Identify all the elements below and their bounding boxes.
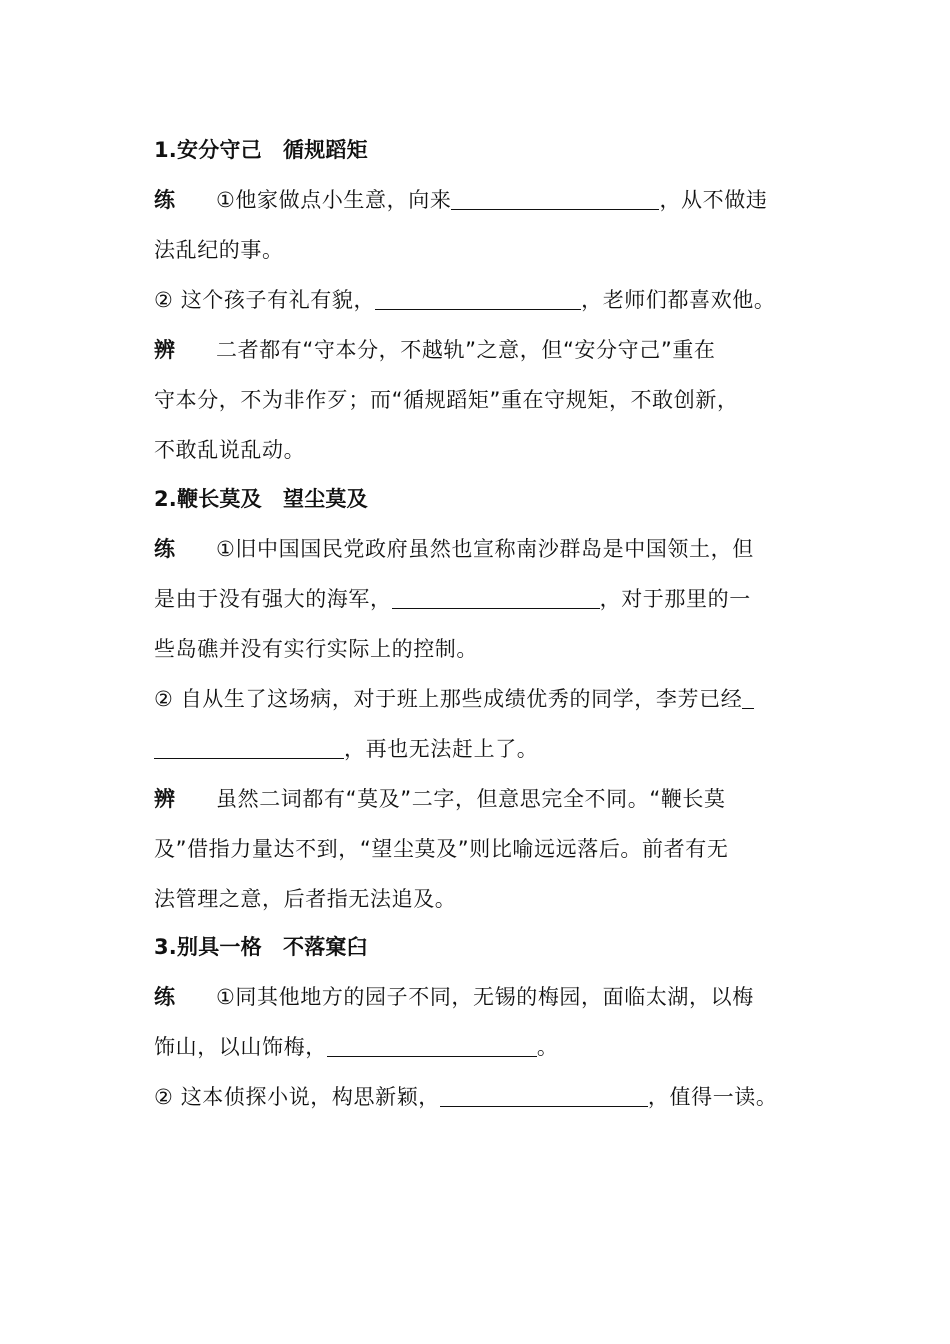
answer-blank[interactable] <box>392 586 600 609</box>
answer-blank[interactable] <box>154 736 344 759</box>
answer-blank[interactable] <box>440 1084 648 1107</box>
section-1-practice-1-cont: 法乱纪的事。 <box>154 238 284 262</box>
section-3-practice-1-cont: 饰山，以山饰梅， 。 <box>154 1035 559 1059</box>
section-2-practice-1-cont: 是由于没有强大的海军， ，对于那里的一 <box>154 587 751 611</box>
section-1-practice-2: ② 这个孩子有礼有貌， ，老师们都喜欢他。 <box>154 288 776 312</box>
section-1-analysis-1: 辨 二者都有“守本分，不越轨”之意，但“安分守己”重在 <box>154 335 804 365</box>
section-3-practice-2: ② 这本侦探小说，构思新颖， ，值得一读。 <box>154 1085 778 1109</box>
answer-blank[interactable] <box>327 1034 537 1057</box>
section-1-analysis-3: 不敢乱说乱动。 <box>154 438 306 462</box>
section-2-analysis-1: 辨 虽然二词都有“莫及”二字，但意思完全不同。“鞭长莫 <box>154 784 804 814</box>
analysis-label: 辨 <box>154 338 176 362</box>
section-3-practice-1: 练 ①同其他地方的园子不同，无锡的梅园，面临太湖，以梅 <box>154 982 804 1012</box>
section-2-practice-1-end: 些岛礁并没有实行实际上的控制。 <box>154 637 478 661</box>
section-2-practice-2-cont: ，再也无法赶上了。 <box>154 734 804 764</box>
section-2-heading: 2.鞭长莫及 望尘莫及 <box>154 487 368 511</box>
section-2-practice-2: ② 自从生了这场病，对于班上那些成绩优秀的同学，李芳已经 <box>154 684 804 714</box>
section-1-heading: 1.安分守己 循规蹈矩 <box>154 138 368 162</box>
answer-blank[interactable] <box>375 287 581 310</box>
practice-label: 练 <box>154 985 176 1009</box>
section-3-heading: 3.别具一格 不落窠臼 <box>154 935 368 959</box>
practice-label: 练 <box>154 537 176 561</box>
section-2-analysis-2: 及”借指力量达不到，“望尘莫及”则比喻远远落后。前者有无 <box>154 837 729 861</box>
section-2-analysis-3: 法管理之意，后者指无法追及。 <box>154 887 457 911</box>
section-1-practice-1: 练 ①他家做点小生意，向来 ，从不做违 <box>154 185 804 215</box>
section-2-practice-1: 练 ①旧中国国民党政府虽然也宣称南沙群岛是中国领土，但 <box>154 534 804 564</box>
answer-blank[interactable] <box>742 686 754 709</box>
answer-blank[interactable] <box>451 187 659 210</box>
practice-label: 练 <box>154 188 176 212</box>
section-1-analysis-2: 守本分，不为非作歹；而“循规蹈矩”重在守规矩，不敢创新， <box>154 388 739 412</box>
analysis-label: 辨 <box>154 787 176 811</box>
